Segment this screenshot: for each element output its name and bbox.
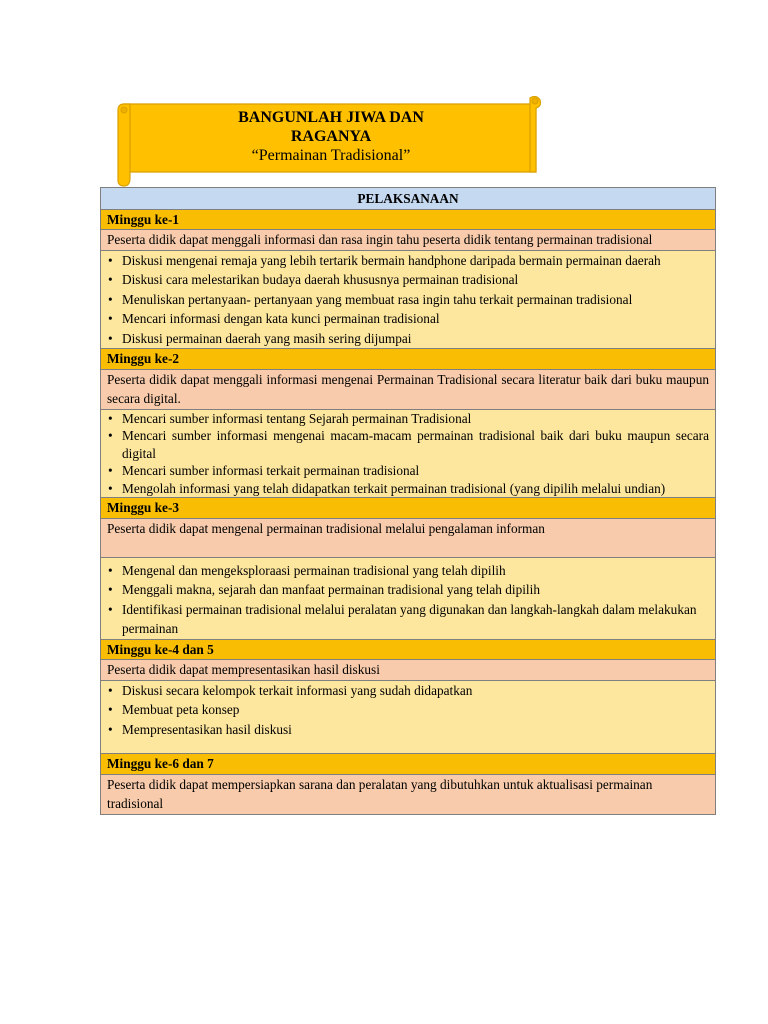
week-objective: Peserta didik dapat mempresentasikan hasil diskusi	[101, 660, 716, 681]
title-banner	[116, 96, 540, 182]
plan-table	[100, 187, 716, 815]
activity-item: • Mempresentasikan hasil diskusi	[107, 720, 709, 740]
week-objective: Peserta didik dapat menggali informasi mengenai Permainan Tradisional secara literatur baik dari buku maupun secara digital.	[101, 369, 716, 409]
activity-item: • Mencari sumber informasi terkait permainan tradisional	[107, 462, 709, 480]
week-activities	[101, 680, 716, 754]
activity-item: • Identifikasi permainan tradisional melalui peralatan yang digunakan dan langkah-langkah dalam melakukan permainan	[107, 600, 709, 639]
activity-item: • Diskusi secara kelompok terkait informasi yang sudah didapatkan	[107, 681, 709, 701]
activity-item: • Mencari informasi dengan kata kunci permainan tradisional	[107, 309, 709, 329]
activity-item: • Mengolah informasi yang telah didapatkan terkait permainan tradisional (yang dipilih melalui undian)	[107, 480, 709, 498]
table-header: PELAKSANAAN	[101, 188, 716, 210]
week-label: Minggu ke-6 dan 7	[101, 754, 716, 775]
banner-title: BANGUNLAH JIWA DAN RAGANYA	[238, 109, 424, 145]
week-objective: Peserta didik dapat mengenal permainan tradisional melalui pengalaman informan	[101, 518, 716, 557]
activity-item: • Mencari sumber informasi tentang Sejarah permainan Tradisional	[107, 410, 709, 428]
week-activities	[101, 557, 716, 639]
week-label: Minggu ke-1	[101, 209, 716, 230]
banner-subtitle: “Permainan Tradisional”	[251, 147, 411, 164]
activity-item: • Diskusi cara melestarikan budaya daerah khususnya permainan tradisional	[107, 270, 709, 290]
activity-item: • Diskusi mengenai remaja yang lebih tertarik bermain handphone daripada bermain permainan daerah	[107, 251, 709, 271]
activity-item: • Membuat peta konsep	[107, 700, 709, 720]
activity-item: • Mencari sumber informasi mengenai macam-macam permainan tradisional baik dari buku maupun secara digital	[107, 427, 709, 462]
week-objective: Peserta didik dapat menggali informasi dan rasa ingin tahu peserta didik tentang permainan tradisional	[101, 230, 716, 251]
week-objective: Peserta didik dapat mempersiapkan sarana dan peralatan yang dibutuhkan untuk aktualisasi permainan tradisional	[101, 774, 716, 814]
week-activities	[101, 409, 716, 498]
week-activities	[101, 250, 716, 349]
activity-item: • Menuliskan pertanyaan- pertanyaan yang membuat rasa ingin tahu terkait permainan tradisional	[107, 290, 709, 310]
week-label: Minggu ke-2	[101, 349, 716, 370]
activity-item: • Mengenal dan mengeksploraasi permainan tradisional yang telah dipilih	[107, 561, 709, 581]
activity-item: • Menggali makna, sejarah dan manfaat permainan tradisional yang telah dipilih	[107, 580, 709, 600]
week-label: Minggu ke-3	[101, 498, 716, 519]
week-label: Minggu ke-4 dan 5	[101, 639, 716, 660]
activity-item: • Diskusi permainan daerah yang masih sering dijumpai	[107, 329, 709, 349]
